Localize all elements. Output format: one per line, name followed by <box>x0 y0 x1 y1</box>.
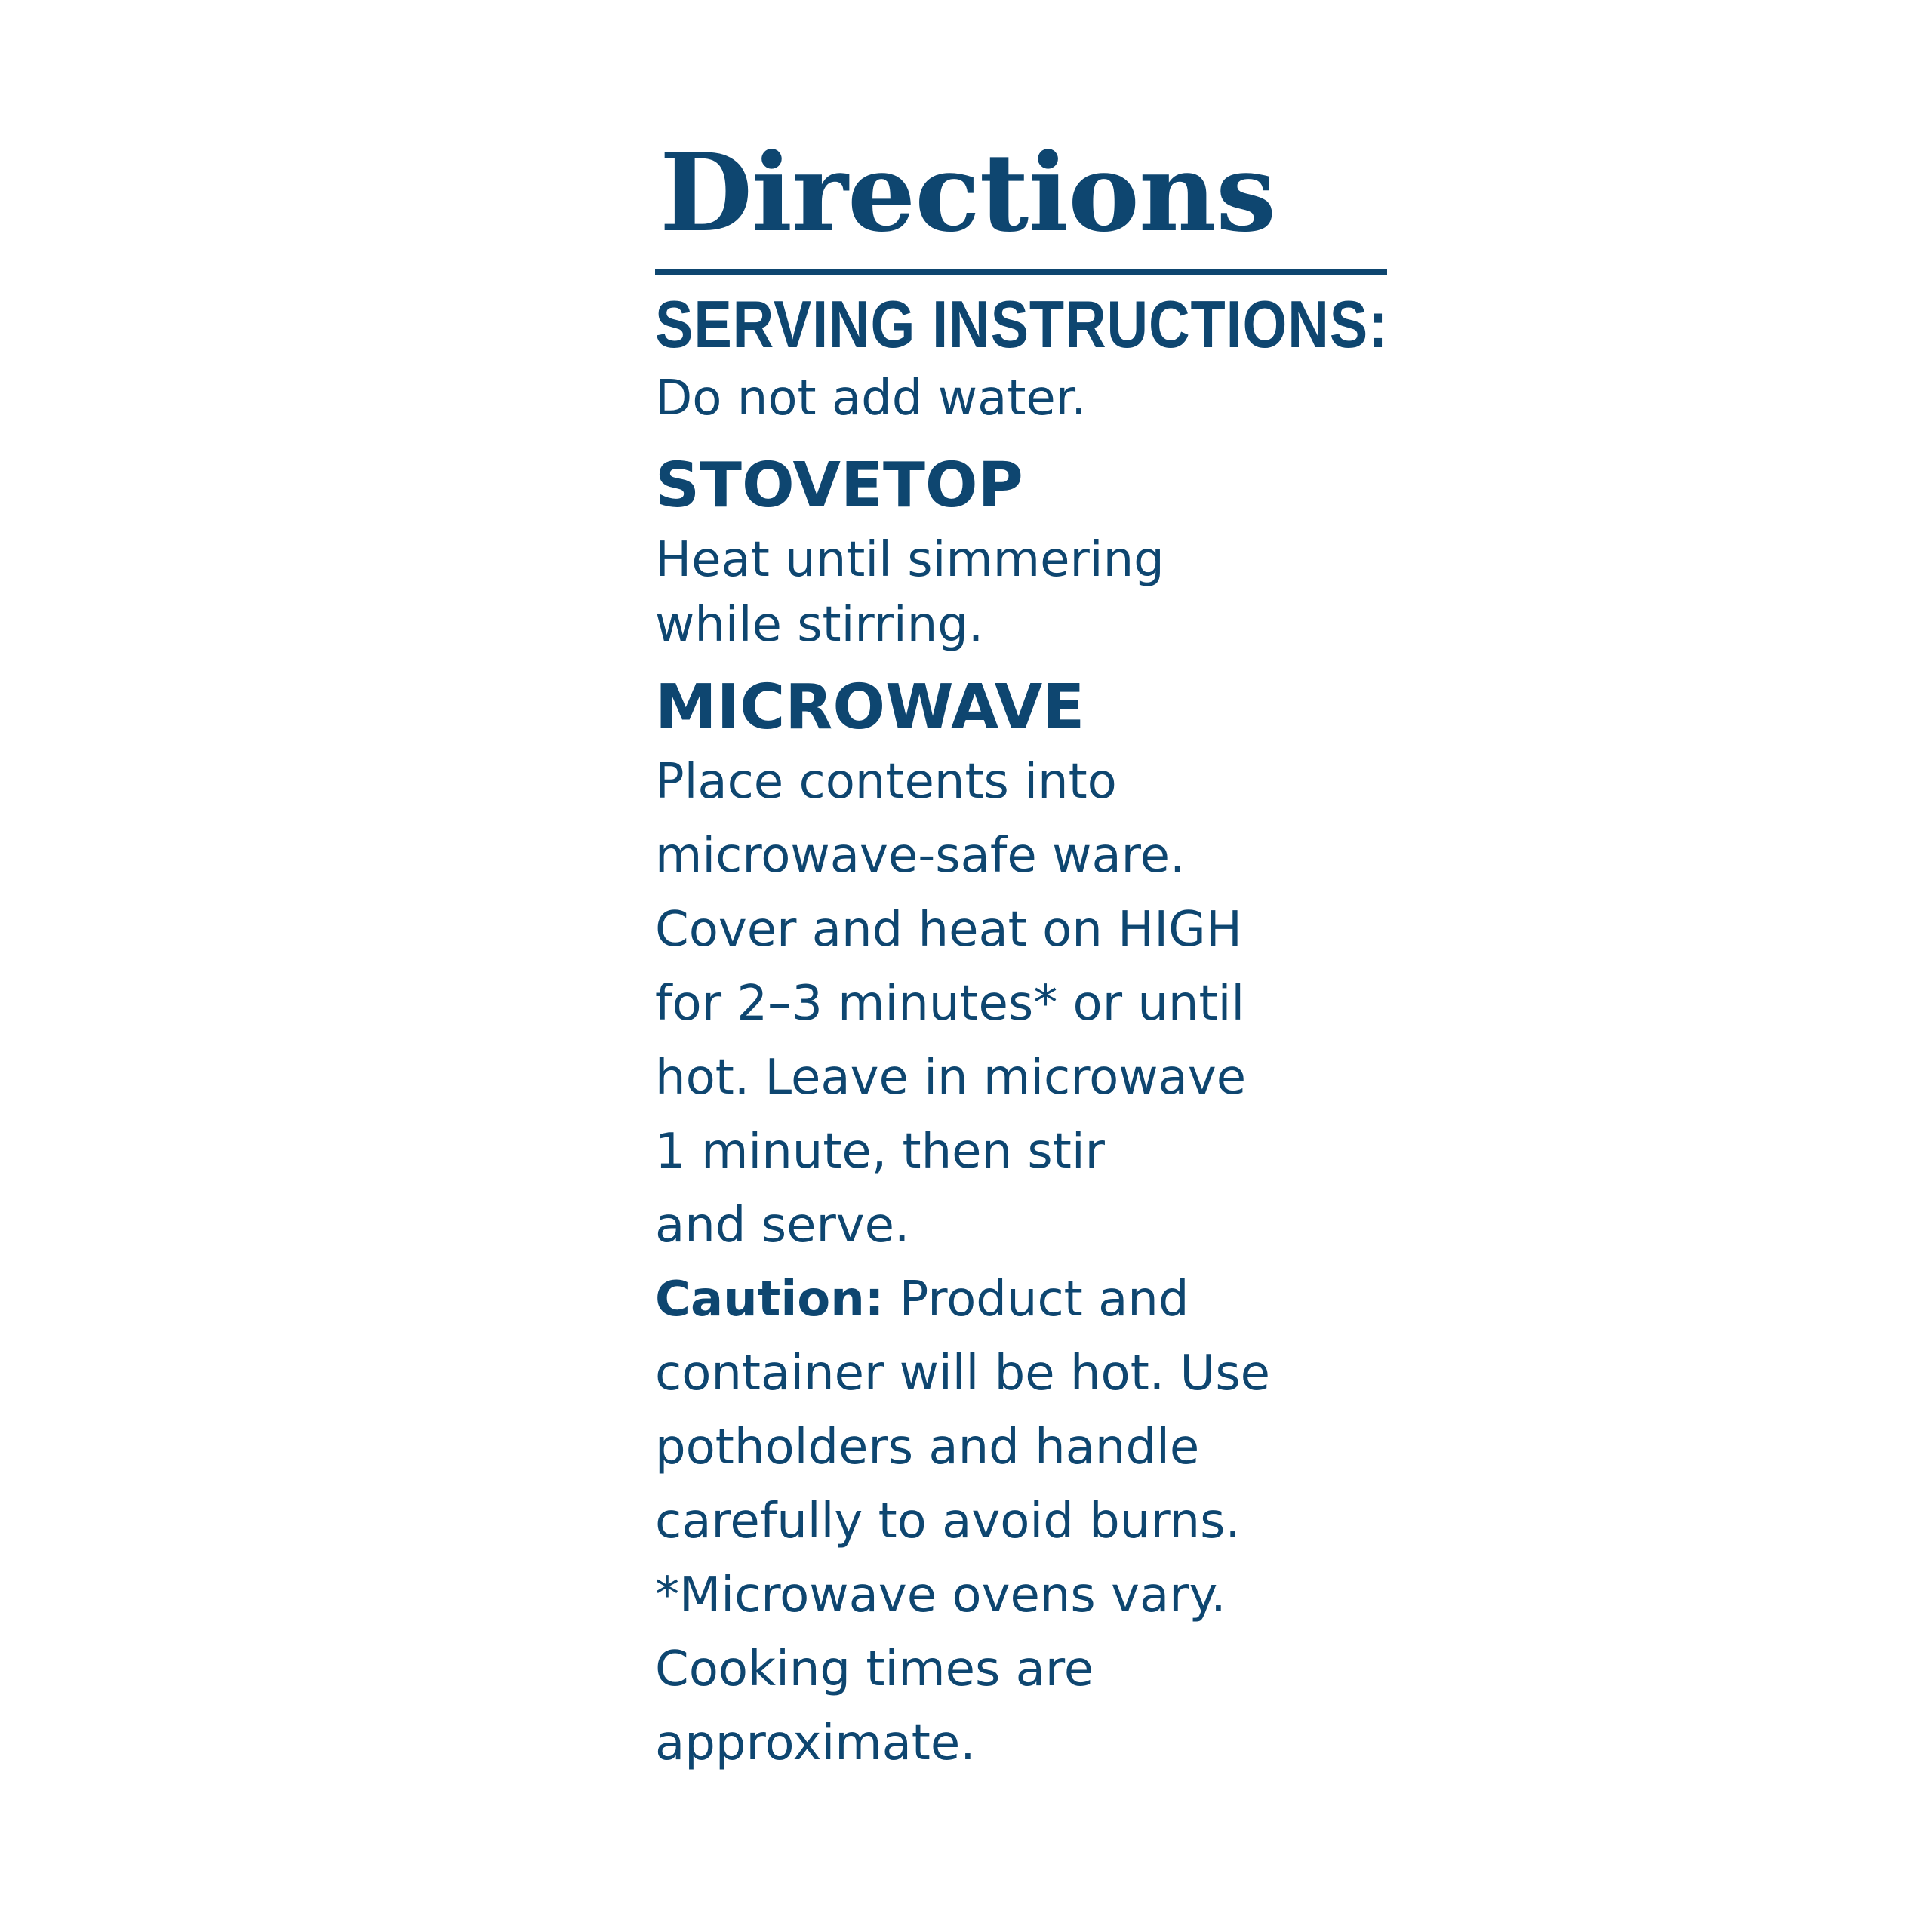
caution-line: carefully to avoid burns. <box>655 1494 1241 1549</box>
serving-instructions-section <box>655 288 1455 435</box>
caution-line: *Microwave ovens vary. <box>655 1567 1226 1623</box>
caution-section <box>655 1263 1455 1780</box>
microwave-line: microwave-safe ware. <box>655 828 1186 884</box>
caution-text: Product and <box>884 1272 1189 1327</box>
page-title: Directions <box>660 131 1276 256</box>
stovetop-section <box>655 449 1455 657</box>
microwave-heading: MICROWAVE <box>655 672 1085 743</box>
microwave-line: and serve. <box>655 1198 910 1254</box>
directions-panel <box>655 127 1455 1780</box>
stovetop-heading: STOVETOP <box>655 450 1023 521</box>
caution-label: Caution: <box>655 1272 884 1327</box>
caution-line: potholders and handle <box>655 1420 1200 1475</box>
microwave-line: hot. Leave in microwave <box>655 1050 1247 1106</box>
stovetop-line: while stirring. <box>655 597 984 653</box>
caution-line: container will be hot. Use <box>655 1346 1271 1401</box>
microwave-line: Cover and heat on HIGH <box>655 902 1242 958</box>
caution-line: Cooking times are <box>655 1641 1094 1697</box>
microwave-line: Place contents into <box>655 754 1117 810</box>
microwave-line: for 2–3 minutes* or until <box>655 976 1245 1032</box>
stovetop-line: Heat until simmering <box>655 532 1164 588</box>
serving-instructions-heading: SERVING INSTRUCTIONS: <box>655 287 1389 361</box>
caution-first-line <box>655 1263 1455 1337</box>
caution-line: approximate. <box>655 1715 976 1771</box>
serving-line: Do not add water. <box>655 371 1087 426</box>
title-divider <box>655 269 1387 275</box>
microwave-section <box>655 671 1455 1263</box>
microwave-line: 1 minute, then stir <box>655 1124 1105 1180</box>
